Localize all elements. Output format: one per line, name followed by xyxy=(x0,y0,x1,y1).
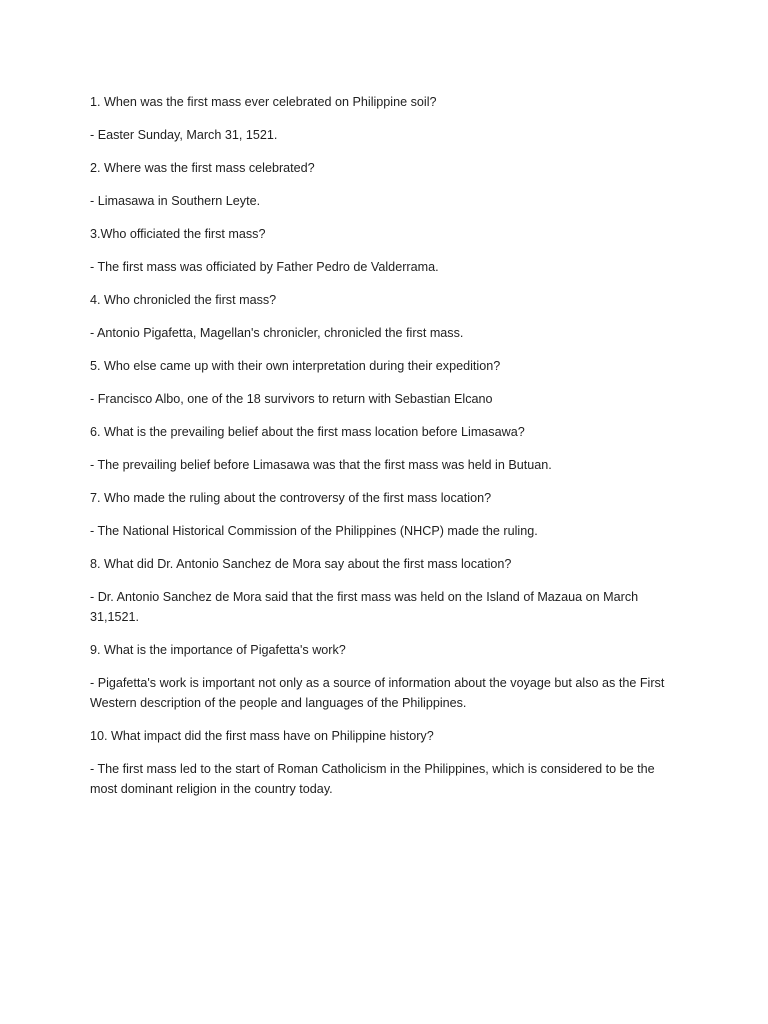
answer-8: - Dr. Antonio Sanchez de Mora said that the first mass was held on the Island of Mazaua on March 31,1521. xyxy=(90,590,639,624)
document-body xyxy=(90,92,680,812)
answer-2: - Limasawa in Southern Leyte. xyxy=(90,194,261,208)
question-9: 9. What is the importance of Pigafetta's work? xyxy=(90,643,346,657)
answer-3: - The first mass was officiated by Father Pedro de Valderrama. xyxy=(90,260,439,274)
question-1: 1. When was the first mass ever celebrated on Philippine soil? xyxy=(90,95,437,109)
answer-5: - Francisco Albo, one of the 18 survivors to return with Sebastian Elcano xyxy=(90,392,493,406)
answer-9: - Pigafetta's work is important not only as a source of information about the voyage but also as the First Western description of the people and languages of the Philippines. xyxy=(90,676,665,710)
question-4: 4. Who chronicled the first mass? xyxy=(90,293,277,307)
question-3: 3.Who officiated the first mass? xyxy=(90,227,266,241)
question-7: 7. Who made the ruling about the controversy of the first mass location? xyxy=(90,491,492,505)
question-10: 10. What impact did the first mass have on Philippine history? xyxy=(90,729,434,743)
answer-4: - Antonio Pigafetta, Magellan's chronicler, chronicled the first mass. xyxy=(90,326,464,340)
answer-7: - The National Historical Commission of the Philippines (NHCP) made the ruling. xyxy=(90,524,538,538)
answer-1: - Easter Sunday, March 31, 1521. xyxy=(90,128,278,142)
question-5: 5. Who else came up with their own interpretation during their expedition? xyxy=(90,359,501,373)
answer-6: - The prevailing belief before Limasawa was that the first mass was held in Butuan. xyxy=(90,458,552,472)
question-2: 2. Where was the first mass celebrated? xyxy=(90,161,315,175)
answer-10: - The first mass led to the start of Roman Catholicism in the Philippines, which is considered to be the most dominant religion in the country today. xyxy=(90,762,655,796)
question-6: 6. What is the prevailing belief about the first mass location before Limasawa? xyxy=(90,425,525,439)
question-8: 8. What did Dr. Antonio Sanchez de Mora say about the first mass location? xyxy=(90,557,512,571)
